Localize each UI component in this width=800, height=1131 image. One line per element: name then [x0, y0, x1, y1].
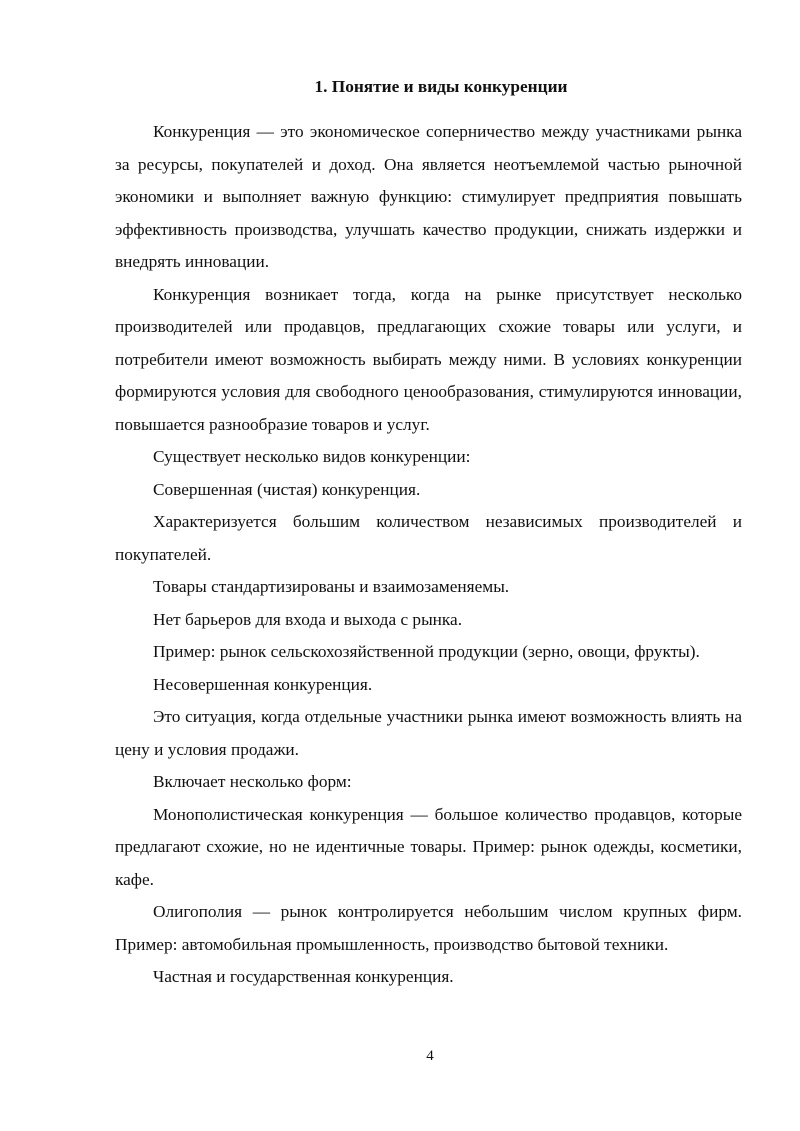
paragraph: Нет барьеров для входа и выхода с рынка. — [153, 609, 463, 629]
paragraph: Существует несколько видов конкуренции: — [153, 447, 471, 466]
paragraph: Включает несколько форм: — [153, 772, 352, 791]
paragraph: Монополистическая конкуренция — большое количество продавцов, которые предлагают схожие, но не идентичные товары. Пример: рынок одежды, косметики, кафе. — [115, 804, 742, 889]
page-number: 4 — [426, 1048, 434, 1064]
paragraph: Несовершенная конкуренция. — [153, 674, 373, 694]
paragraph: Конкуренция — это экономическое соперничество между участниками рынка за ресурсы, покупателей и доход. Она является неотъемлемой частью рыночной экономики и выполняет важную функцию: стимулирует предприятия повышать эффективность производства, улучшать качество продукции, снижать издержки и внедрять инновации. — [115, 122, 742, 271]
paragraph: Товары стандартизированы и взаимозаменяемы. — [153, 577, 510, 596]
paragraph: Конкуренция возникает тогда, когда на рынке присутствует несколько производителей или продавцов, предлагающих схожие товары или услуги, и потребители имеют возможность выбирать между ними. В условиях конкуренции формируются условия для свободного ценообразования, стимулируются инновации, повышается разнообразие товаров и услуг. — [115, 284, 742, 434]
body-text — [115, 116, 742, 994]
paragraph: Частная и государственная конкуренция. — [153, 967, 454, 986]
paragraph: Пример: рынок сельскохозяйственной продукции (зерно, овощи, фрукты). — [153, 642, 700, 661]
paragraph: Олигополия — рынок контролируется небольшим числом крупных фирм. Пример: автомобильная промышленность, производство бытовой техники. — [115, 902, 742, 954]
paragraph: Характеризуется большим количеством независимых производителей и покупателей. — [115, 512, 742, 564]
section-heading: 1. Понятие и виды конкуренции — [314, 77, 568, 96]
paragraph: Это ситуация, когда отдельные участники рынка имеют возможность влиять на цену и условия продажи. — [115, 707, 742, 759]
paragraph: Совершенная (чистая) конкуренция. — [153, 479, 421, 499]
